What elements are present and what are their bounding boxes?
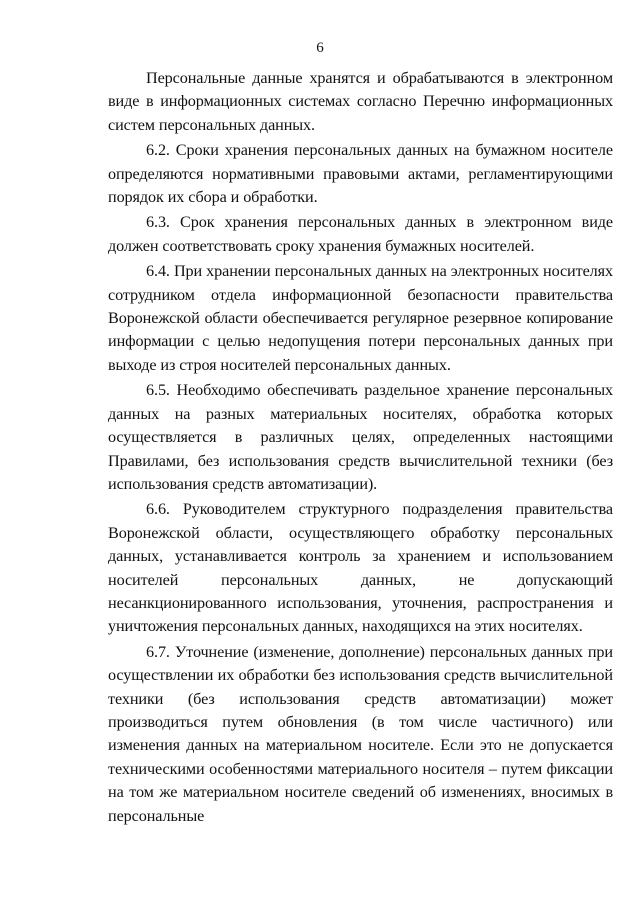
paragraph-6-5: 6.5. Необходимо обеспечивать раздельное хранение персональных данных на разных материальных носителях, обработка которых осуществляется в различных целях, определенных настоящими Правилами, без использования средств вычислительной техники (без использования средств автоматизации). [108,381,613,493]
paragraph-6-3: 6.3. Срок хранения персональных данных в электронном виде должен соответствовать сроку хранения бумажных носителей. [108,213,613,255]
paragraph-6-6: 6.6. Руководителем структурного подразделения правительства Воронежской области, осуществляющего обработку персональных данных, устанавливается контроль за хранением и использованием носителей персональных данных, не допускающий несанкционированного использования, уточнения, распространения и уничтожения персональных данных, находящихся на этих носителях. [108,500,613,636]
page-number: 6 [316,40,324,56]
paragraph-storage-electronic: Персональные данные хранятся и обрабатываются в электронном виде в информационных системах согласно Перечню информационных систем персональных данных. [108,69,613,134]
paragraph-6-7: 6.7. Уточнение (изменение, дополнение) персональных данных при осуществлении их обработки без использования средств вычислительной техники (без использования средств автоматизации) может производиться путем обновления (в том числе частичного) или изменения данных на материальном носителе. Если это не допускается техническими особенностями материального носителя – путем фиксации на том же материальном носителе сведений об изменениях, вносимых в персональные [108,642,613,825]
paragraph-6-4: 6.4. При хранении персональных данных на электронных носителях сотрудником отдела информационной безопасности правительства Воронежской области обеспечивается регулярное резервное копирование информации с целью недопущения потери персональных данных при выходе из строя носителей персональных данных. [108,262,613,374]
document-body [108,67,613,830]
paragraph-6-2: 6.2. Сроки хранения персональных данных на бумажном носителе определяются нормативными правовыми актами, регламентирующими порядок их сбора и обработки. [108,141,613,207]
